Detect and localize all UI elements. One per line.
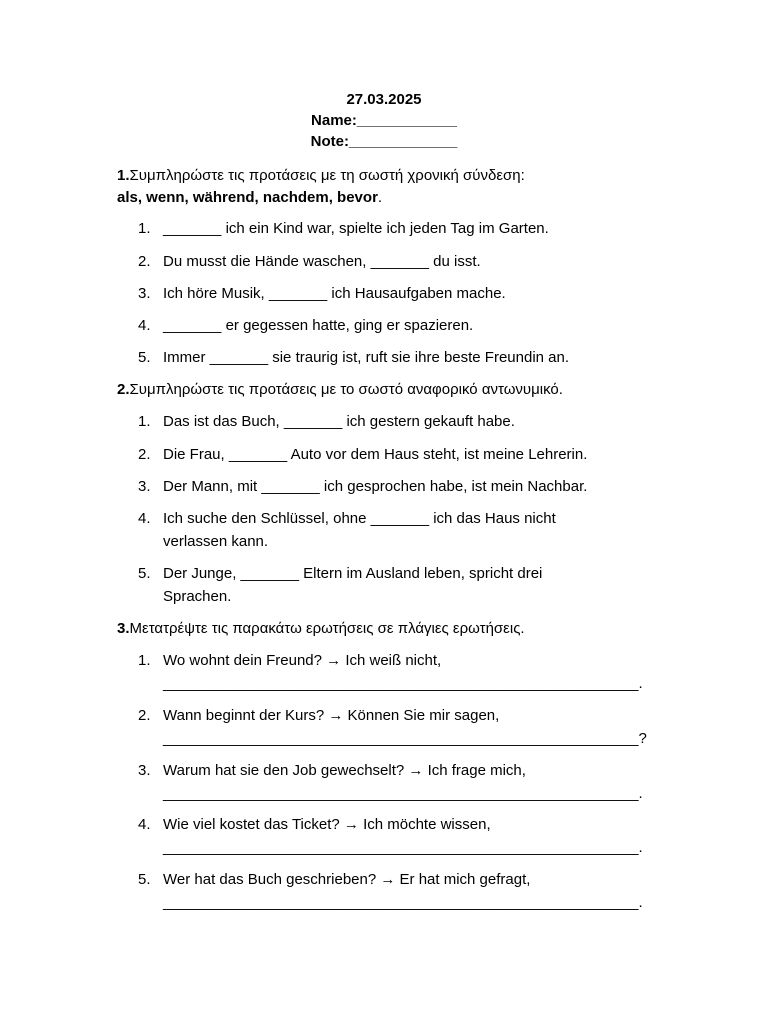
item-number: 3.	[138, 285, 151, 302]
item-text: Wo wohnt dein Freund? → Ich weiß nicht,	[163, 652, 442, 669]
item-text: _______ ich ein Kind war, spielte ich jeden Tag im Garten.	[163, 220, 549, 237]
answer-line: _________________________________________________________.	[163, 675, 643, 692]
list-item	[138, 814, 643, 856]
item-number: 5.	[138, 565, 151, 582]
item-text: Das ist das Buch, _______ ich gestern gekauft habe.	[163, 413, 515, 430]
item-text: Du musst die Hände waschen, _______ du isst.	[163, 253, 481, 270]
list-item	[138, 444, 587, 466]
item-text: Ich höre Musik, _______ ich Hausaufgaben mache.	[163, 285, 506, 302]
item-text-continued: verlassen kann.	[163, 533, 269, 550]
list-item	[138, 705, 647, 747]
answer-line: _________________________________________________________.	[163, 894, 643, 911]
item-number: 4.	[138, 317, 151, 334]
item-text: Warum hat sie den Job gewechselt? → Ich frage mich,	[163, 762, 526, 779]
item-number: 3.	[138, 762, 151, 779]
item-text: Der Junge, _______ Eltern im Ausland leben, spricht drei	[163, 565, 543, 582]
section-2-instruction-text: Συμπληρώστε τις προτάσεις με το σωστό αναφορικό αντωνυμικό.	[129, 381, 563, 398]
item-text: _______ er gegessen hatte, ging er spazieren.	[163, 317, 474, 334]
item-text: Immer _______ sie traurig ist, ruft sie ihre beste Freundin an.	[163, 349, 570, 366]
list-item	[138, 476, 587, 498]
item-text-continued: Sprachen.	[163, 588, 232, 605]
item-number: 1.	[138, 220, 151, 237]
list-item	[138, 760, 643, 802]
section-2-instruction	[117, 379, 563, 400]
item-text: Der Mann, mit _______ ich gesprochen habe, ist mein Nachbar.	[163, 478, 588, 495]
word-bank-end: .	[377, 189, 383, 206]
item-number: 4.	[138, 510, 151, 527]
header	[0, 89, 768, 152]
item-number: 1.	[138, 652, 151, 669]
name-line: Name:____________	[311, 112, 457, 129]
list-item	[138, 411, 515, 433]
section-1-number: 1.	[117, 167, 130, 184]
section-2-number: 2.	[117, 381, 130, 398]
item-text: Wann beginnt der Kurs? → Können Sie mir sagen,	[163, 707, 500, 724]
date: 27.03.2025	[346, 91, 422, 108]
list-item	[138, 869, 643, 911]
answer-line: _________________________________________________________?	[163, 730, 647, 747]
word-bank: als, wenn, während, nachdem, bevor	[117, 189, 378, 206]
note-line: Note:_____________	[310, 133, 458, 150]
item-number: 2.	[138, 446, 151, 463]
answer-line: _________________________________________________________.	[163, 839, 643, 856]
item-text: Die Frau, _______ Auto vor dem Haus steht, ist meine Lehrerin.	[163, 446, 588, 463]
section-1-instruction	[117, 165, 525, 186]
item-number: 2.	[138, 707, 151, 724]
item-text: Ich suche den Schlüssel, ohne _______ ich das Haus nicht	[163, 510, 556, 527]
item-number: 1.	[138, 413, 151, 430]
answer-line: _________________________________________________________.	[163, 785, 643, 802]
section-3-instruction-text: Μετατρέψτε τις παρακάτω ερωτήσεις σε πλάγιες ερωτήσεις.	[129, 620, 525, 637]
item-number: 3.	[138, 478, 151, 495]
list-item	[138, 251, 481, 273]
item-number: 4.	[138, 816, 151, 833]
list-item	[138, 283, 506, 305]
item-text: Wie viel kostet das Ticket? → Ich möchte wissen,	[163, 816, 491, 833]
list-item	[138, 347, 569, 369]
list-item	[138, 315, 473, 337]
section-1-instruction-text: Συμπληρώστε τις προτάσεις με τη σωστή χρονική σύνδεση:	[129, 167, 525, 184]
item-number: 5.	[138, 349, 151, 366]
section-3-number: 3.	[117, 620, 130, 637]
item-number: 5.	[138, 871, 151, 888]
item-number: 2.	[138, 253, 151, 270]
section-3-instruction	[117, 618, 525, 639]
list-item	[138, 650, 643, 692]
item-text: Wer hat das Buch geschrieben? → Er hat mich gefragt,	[163, 871, 531, 888]
list-item	[138, 218, 549, 240]
section-1-word-bank	[117, 187, 382, 208]
list-item	[138, 563, 543, 605]
list-item	[138, 508, 556, 550]
